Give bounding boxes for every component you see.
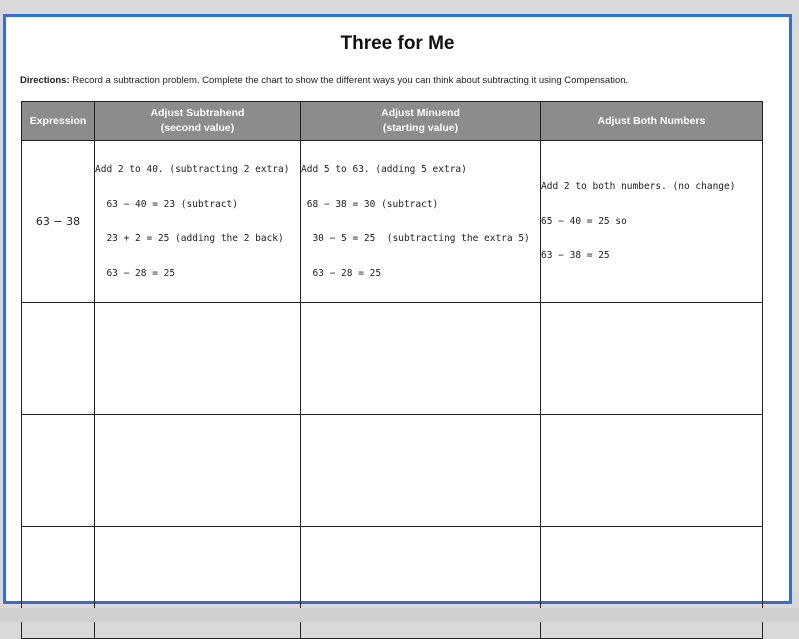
header-expression	[22, 102, 95, 141]
header-adjust-both-label: Adjust Both Numbers	[597, 114, 706, 127]
cell-line: 63 − 28 = 25	[95, 267, 176, 279]
compensation-chart	[21, 101, 763, 639]
empty-cell[interactable]	[301, 303, 541, 415]
header-adjust-minuend	[301, 102, 541, 141]
empty-cell[interactable]	[541, 415, 763, 527]
directions-text: Record a subtraction problem. Complete the chart to show the different ways you can think about subtracting it using Compensation.	[69, 75, 629, 86]
table-row	[22, 303, 763, 415]
cell-line: Add 2 to both numbers. (no change)	[541, 181, 736, 193]
cell-line: 63 − 40 = 23 (subtract)	[95, 198, 238, 210]
header-expression-label: Expression	[29, 114, 87, 127]
header-adjust-subtrahend-label: Adjust Subtrahend	[150, 107, 245, 119]
empty-cell[interactable]	[95, 303, 301, 415]
cell-line: 63 − 38 = 25	[541, 250, 610, 262]
header-adjust-minuend-sub: (starting value)	[382, 122, 459, 134]
empty-cell[interactable]	[22, 303, 95, 415]
cell-line: 63 − 28 = 25	[301, 267, 382, 279]
empty-cell[interactable]	[301, 415, 541, 527]
empty-cell[interactable]	[22, 415, 95, 527]
cell-line: 65 − 40 = 25 so	[541, 215, 627, 227]
minuend-cell	[301, 141, 541, 303]
both-cell	[541, 141, 763, 303]
cell-line: 68 − 38 = 30 (subtract)	[301, 198, 439, 210]
directions	[20, 75, 628, 86]
empty-cell[interactable]	[541, 303, 763, 415]
expression-cell: 63 − 38	[22, 141, 95, 303]
header-adjust-minuend-label: Adjust Minuend	[381, 107, 460, 119]
table-row	[22, 415, 763, 527]
cell-line: 23 + 2 = 25 (adding the 2 back)	[95, 233, 284, 244]
cell-line: 30 − 5 = 25 (subtracting the extra 5)	[301, 233, 530, 244]
empty-cell[interactable]	[95, 415, 301, 527]
worksheet-page	[3, 14, 792, 604]
header-adjust-both	[541, 102, 763, 141]
page-title: Three for Me	[340, 33, 455, 54]
directions-label: Directions:	[20, 75, 70, 86]
subtrahend-cell	[95, 141, 301, 303]
cell-line: Add 2 to 40. (subtracting 2 extra)	[95, 164, 290, 175]
cell-line: Add 5 to 63. (adding 5 extra)	[301, 164, 467, 175]
header-adjust-subtrahend	[95, 102, 301, 141]
table-row	[22, 141, 763, 303]
header-adjust-subtrahend-sub: (second value)	[160, 122, 235, 134]
bottom-bar	[0, 608, 799, 622]
